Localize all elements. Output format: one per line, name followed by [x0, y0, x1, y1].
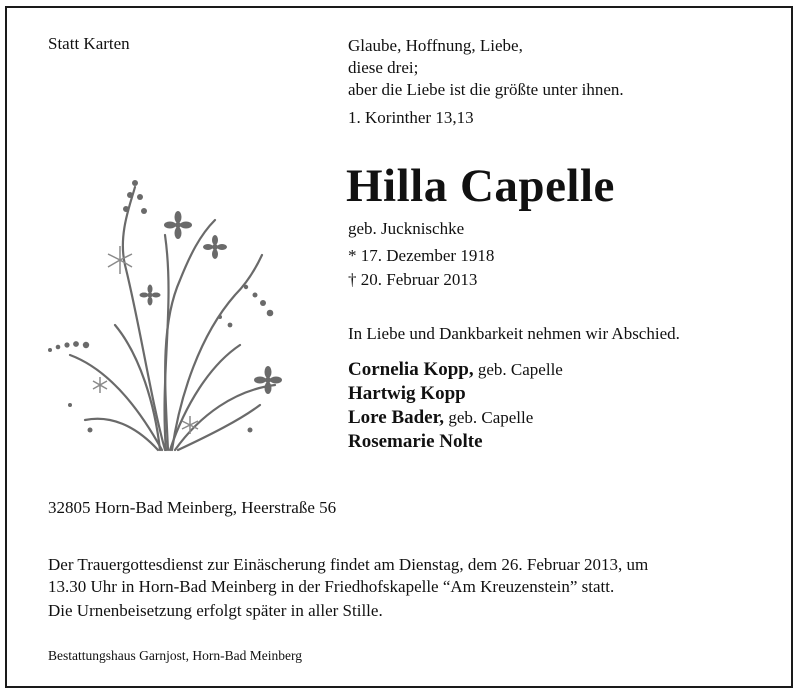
mourner-note: geb. Capelle	[444, 408, 534, 427]
birth-name: geb. Jucknischke	[348, 219, 465, 238]
verse-line: Glaube, Hoffnung, Liebe,	[348, 36, 523, 55]
list-item	[348, 382, 563, 406]
mourner-name: Cornelia Kopp,	[348, 359, 474, 380]
address: 32805 Horn-Bad Meinberg, Heerstraße 56	[48, 498, 337, 517]
mourners-list	[348, 358, 563, 454]
birth-date: * 17. Dezember 1918	[348, 246, 495, 265]
mourner-note: geb. Capelle	[473, 360, 563, 379]
death-date: † 20. Februar 2013	[348, 270, 478, 289]
burial-info: Die Urnenbeisetzung erfolgt später in aller Stille.	[48, 601, 383, 620]
service-info	[48, 554, 648, 598]
deceased-name: Hilla Capelle	[346, 160, 615, 212]
verse-line: diese drei;	[348, 58, 419, 77]
statt-karten-label: Statt Karten	[48, 34, 130, 53]
floral-ornament-icon	[40, 175, 290, 465]
service-line: 13.30 Uhr in Horn-Bad Meinberg in der Friedhofskapelle “Am Kreuzenstein” statt.	[48, 577, 615, 596]
list-item	[348, 430, 563, 454]
bible-verse	[348, 35, 624, 101]
funeral-home: Bestattungshaus Garnjost, Horn-Bad Meinberg	[48, 648, 302, 663]
verse-line: aber die Liebe ist die größte unter ihnen.	[348, 80, 624, 99]
verse-reference: 1. Korinther 13,13	[348, 108, 474, 127]
list-item	[348, 358, 563, 382]
farewell-text: In Liebe und Dankbarkeit nehmen wir Abschied.	[348, 324, 680, 343]
mourner-name: Hartwig Kopp	[348, 383, 466, 404]
service-line: Der Trauergottesdienst zur Einäscherung findet am Dienstag, dem 26. Februar 2013, um	[48, 555, 649, 574]
mourner-name: Lore Bader,	[348, 407, 445, 428]
list-item	[348, 406, 563, 430]
mourner-name: Rosemarie Nolte	[348, 431, 483, 452]
